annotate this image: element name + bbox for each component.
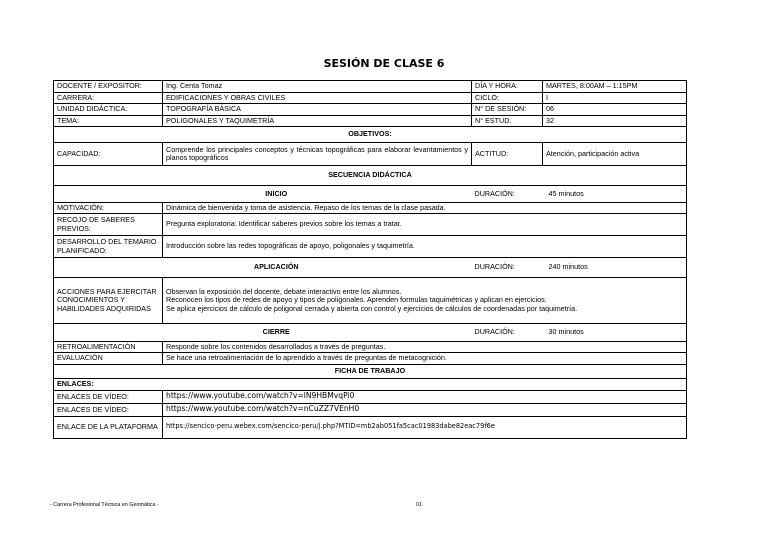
tema-label: TEMA: [54,115,163,126]
unidad-label: UNIDAD DIDÁCTICA: [54,104,163,115]
row-capacidad [54,142,687,165]
ciclo-value: I [543,93,687,104]
inicio-duracion-value: 45 minutos [543,185,687,202]
acciones-label: ACCIONES PARA EJERCITAR CONOCIMIENTOS Y HABILIDADES ADQUIRIDAS [54,278,163,324]
desarrollo-value: Introducción sobre las redes topográficas de apoyo, poligonales y taquimetría. [163,236,687,258]
row-acciones [54,278,687,324]
carrera-value: EDIFICACIONES Y OBRAS CIVILES [163,93,472,104]
recojo-value: Pregunta exploratoria: Identificar saberes previos sobre los temas a tratar. [163,214,687,236]
aplicacion-duracion-label: DURACIÓN: [472,258,543,278]
aplicacion-duracion-value: 240 minutos [543,258,687,278]
row-recojo [54,214,687,236]
inicio-heading: INICIO [54,185,472,202]
recojo-label: RECOJO DE SABERES PREVIOS: [54,214,163,236]
tema-value: POLIGONALES Y TAQUIMETRÍA [163,115,472,126]
row-video-2 [54,403,687,416]
dia-label: DÍA Y HORA: [472,81,543,93]
carrera-label: CARRERA: [54,93,163,104]
eval-value: Se hace una retroalimentación de lo aprendido a través de preguntas de metacognición. [163,353,687,364]
actitud-label: ACTITUD: [472,142,543,165]
dia-value: MARTES, 8:00AM – 1:15PM [543,81,687,93]
row-desarrollo [54,236,687,258]
sesion-label: N° DE SESIÓN: [472,104,543,115]
page-title: SESIÓN DE CLASE 6 [323,57,445,70]
acciones-line-2: Reconocen los tipos de redes de apoyo y tipos de poligonales. Aprenden formulas taquimétricas y aplican en ejercicios. [166,295,547,305]
docente-label: DOCENTE / EXPOSITOR: [54,81,163,93]
retro-label: RETROALIMENTACIÓN [54,342,163,353]
docente-value: Ing. Centa Tomaz [163,81,472,93]
row-aplicacion-heading [54,258,687,278]
row-ficha-heading [54,364,687,378]
ficha-heading: FICHA DE TRABAJO [54,364,687,378]
row-eval [54,353,687,364]
estud-label: N° ESTUD. [472,115,543,126]
row-retro [54,342,687,353]
sesion-value: 06 [543,104,687,115]
row-video-1 [54,390,687,403]
row-inicio-heading [54,185,687,202]
plataforma-link[interactable]: https://sencico-peru.webex.com/sencico-peru/j.php?MTID=mb2ab051fa5cac01983dabe82eac79f6e [163,416,687,438]
row-plataforma [54,416,687,438]
eval-label: EVALUACIÓN [54,353,163,364]
desarrollo-label: DESARROLLO DEL TEMARIO PLANIFICADO: [54,236,163,258]
secuencia-heading: SECUENCIA DIDÁCTICA [54,165,687,185]
row-objetivos-heading [54,126,687,142]
video1-link[interactable]: https://www.youtube.com/watch?v=lN9HBMvqPi0 [163,390,687,403]
cierre-duracion-value: 30 minutos [543,324,687,342]
actitud-value: Atención, participación activa [543,142,687,165]
capacidad-value: Comprende los principales conceptos y técnicas topográficas para elaborar levantamientos y planos topográficos [163,142,472,165]
row-unidad [54,104,687,115]
footer-career: - Carrera Profesional Técnica en Geomática - [50,502,159,508]
motivacion-label: MOTIVACIÓN: [54,202,163,213]
plataforma-label: ENLACE DE LA PLATAFORMA [54,416,163,438]
row-motivacion [54,202,687,213]
cierre-duracion-label: DURACIÓN: [472,324,543,342]
footer-page-number: 01 [416,502,422,508]
row-enlaces [54,378,687,390]
aplicacion-heading: APLICACIÓN [54,258,472,278]
cierre-heading: CIERRE [54,324,472,342]
motivacion-value: Dinámica de bienvenida y toma de asistencia. Repaso de los temas de la clase pasada. [163,202,687,213]
row-docente [54,81,687,93]
inicio-duracion-label: DURACIÓN: [472,185,543,202]
ciclo-label: CICLO: [472,93,543,104]
acciones-value [163,278,687,324]
enlaces-label: ENLACES: [54,378,687,390]
retro-value: Responde sobre los contenidos desarrollados a través de preguntas. [163,342,687,353]
video2-label: ENLACES DE VÍDEO: [54,403,163,416]
capacidad-label: CAPACIDAD: [54,142,163,165]
estud-value: 32 [543,115,687,126]
row-cierre-heading [54,324,687,342]
objetivos-heading: OBJETIVOS: [54,126,687,142]
row-carrera [54,93,687,104]
session-table [53,80,687,439]
video1-label: ENLACES DE VÍDEO: [54,390,163,403]
row-secuencia-heading [54,165,687,185]
unidad-value: TOPOGRAFÍA BÁSICA [163,104,472,115]
video2-link[interactable]: https://www.youtube.com/watch?v=nCuZZ7VEnH0 [163,403,687,416]
acciones-line-3: Se aplica ejercicios de cálculo de poligonal cerrada y abierta con control y ejercicios de cálculos de coordenadas por taquimetría. [166,303,578,313]
acciones-line-1: Observan la exposición del docente, debate interactivo entre los alumnos. [166,287,402,297]
row-tema [54,115,687,126]
